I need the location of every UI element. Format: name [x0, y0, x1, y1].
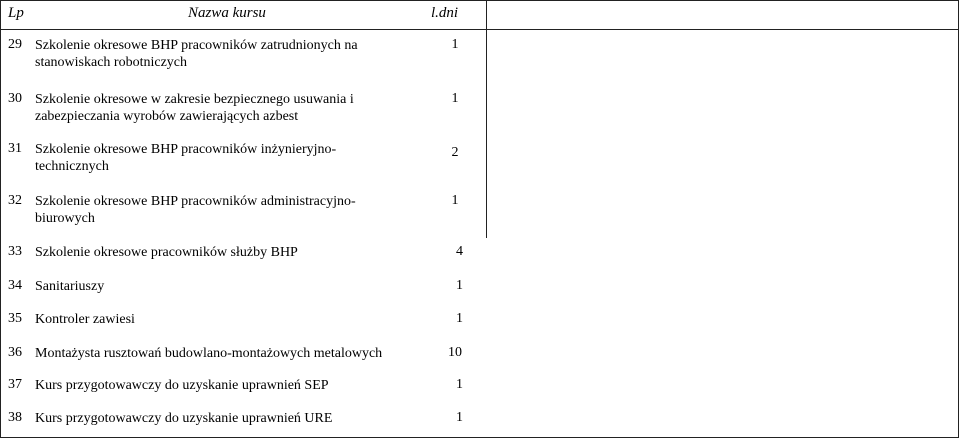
- border-top: [0, 0, 959, 1]
- course-days: 4: [456, 244, 463, 259]
- course-name: Sanitariuszy: [35, 279, 105, 294]
- course-name: Szkolenie okresowe w zakresie bezpiecznego usuwania i zabezpieczania wyrobów zawierających azbest: [35, 92, 354, 124]
- days-column-divider: [486, 0, 487, 238]
- course-days: 1: [456, 311, 463, 326]
- header-lp: Lp: [8, 5, 24, 21]
- row-number: 36: [8, 345, 22, 360]
- row-number: 37: [8, 377, 22, 392]
- row-number: 30: [8, 91, 22, 106]
- row-number: 33: [8, 244, 22, 259]
- header-days: l.dni: [431, 5, 459, 21]
- course-days: 1: [456, 410, 463, 425]
- course-name: Kurs przygotowawczy do uzyskanie uprawnień URE: [35, 411, 333, 426]
- row-number: 29: [8, 37, 22, 52]
- course-name: Szkolenie okresowe BHP pracowników administracyjno-biurowych: [35, 194, 356, 226]
- row-number: 34: [8, 278, 22, 293]
- course-days: 1: [451, 193, 459, 208]
- course-days: 2: [451, 145, 459, 160]
- course-name: Szkolenie okresowe pracowników służby BHP: [35, 245, 298, 260]
- course-name: Szkolenie okresowe BHP pracowników zatrudnionych na stanowiskach robotniczych: [35, 38, 358, 70]
- course-days: 1: [451, 37, 459, 52]
- row-number: 32: [8, 193, 22, 208]
- table-header: [0, 0, 959, 29]
- row-number: 31: [8, 141, 22, 156]
- course-name: Kurs przygotowawczy do uzyskanie uprawnień SEP: [35, 378, 329, 393]
- course-days: 10: [448, 345, 462, 360]
- course-name: Szkolenie okresowe BHP pracowników inżynieryjno-technicznych: [35, 142, 337, 174]
- course-name: Kontroler zawiesi: [35, 312, 135, 327]
- row-number: 35: [8, 311, 22, 326]
- course-days: 1: [456, 278, 463, 293]
- header-divider: [0, 29, 959, 30]
- course-name: Montażysta rusztowań budowlano-montażowych metalowych: [35, 346, 383, 361]
- course-days: 1: [451, 91, 459, 106]
- border-left: [0, 0, 1, 438]
- header-course-name: Nazwa kursu: [188, 5, 266, 21]
- course-days: 1: [456, 377, 463, 392]
- row-number: 38: [8, 410, 22, 425]
